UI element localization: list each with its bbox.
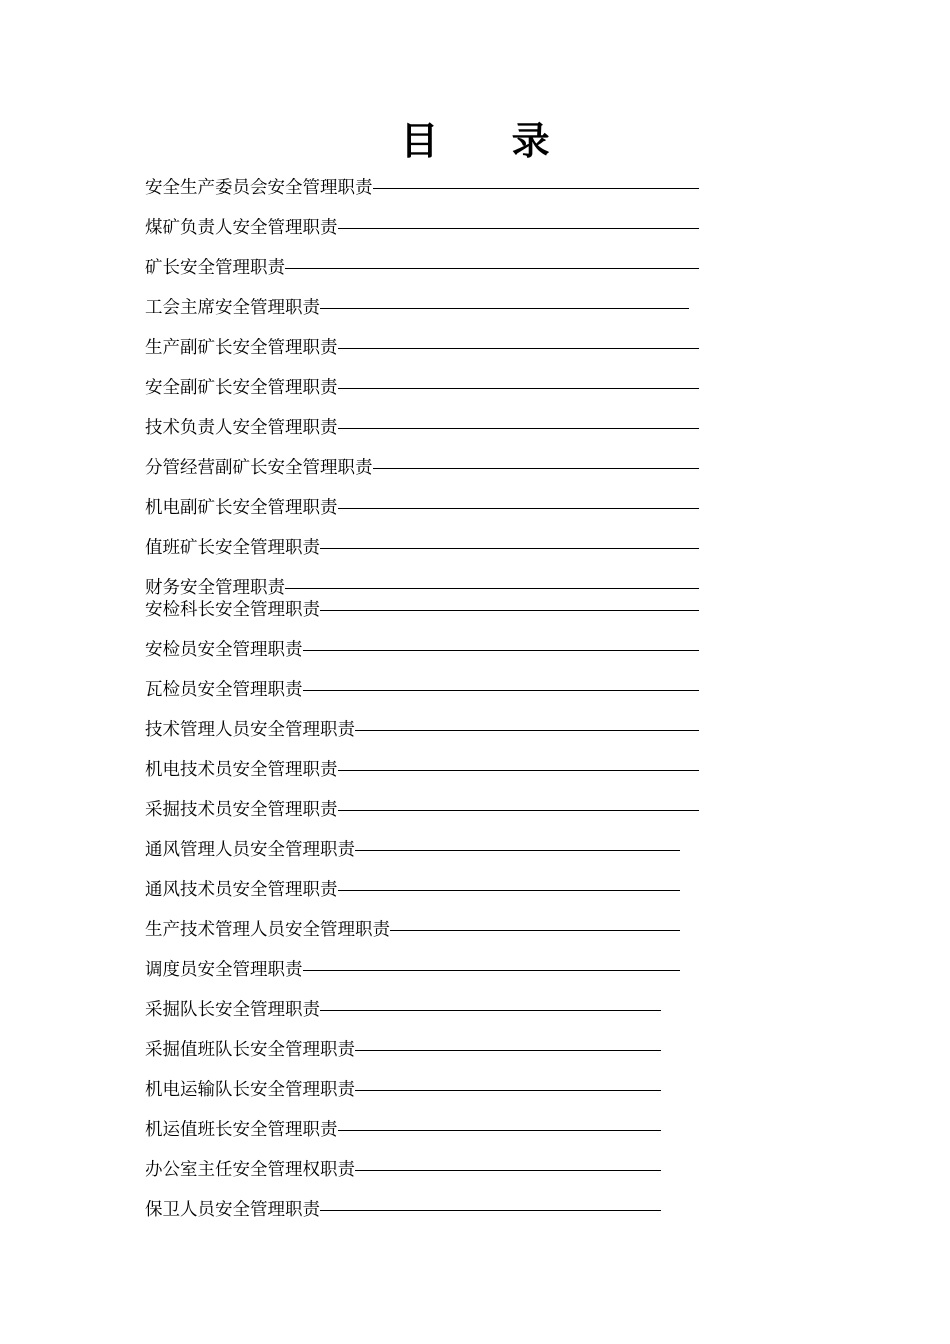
toc-leader-line: [338, 508, 700, 509]
toc-entry: [145, 878, 680, 902]
toc-entry: [145, 376, 699, 400]
toc-entry-label: 值班矿长安全管理职责: [145, 538, 320, 558]
toc-entry: [145, 1158, 661, 1182]
toc-entry-label: 调度员安全管理职责: [145, 960, 303, 980]
toc-leader-line: [320, 1210, 661, 1211]
toc-leader-line: [320, 308, 689, 309]
toc-leader-line: [285, 588, 699, 589]
toc-entry-label: 保卫人员安全管理职责: [145, 1200, 320, 1220]
toc-entry-label: 通风技术员安全管理职责: [145, 880, 338, 900]
toc-leader-line: [338, 428, 700, 429]
toc-entry-label: 安全副矿长安全管理职责: [145, 378, 338, 398]
toc-entry-label: 技术管理人员安全管理职责: [145, 720, 355, 740]
toc-leader-line: [355, 730, 699, 731]
toc-leader-line: [338, 1130, 662, 1131]
toc-entry: [145, 678, 699, 702]
toc-entry: [145, 958, 680, 982]
toc-leader-line: [338, 810, 700, 811]
toc-entry-label: 矿长安全管理职责: [145, 258, 285, 278]
toc-leader-line: [320, 548, 699, 549]
toc-entry: [145, 296, 689, 320]
toc-entry-label: 机电副矿长安全管理职责: [145, 498, 338, 518]
toc-entry: [145, 718, 699, 742]
toc-entry: [145, 416, 699, 440]
toc-leader-line: [285, 268, 699, 269]
toc-leader-line: [355, 1170, 661, 1171]
toc-leader-line: [303, 690, 700, 691]
toc-entry-label: 机电技术员安全管理职责: [145, 760, 338, 780]
page-title: 目 录: [400, 119, 580, 163]
toc-leader-line: [303, 650, 700, 651]
toc-entry: [145, 536, 699, 560]
toc-entry: [145, 598, 699, 622]
toc-entry: [145, 838, 680, 862]
toc-entry: [145, 918, 680, 942]
toc-leader-line: [338, 890, 681, 891]
toc-leader-line: [338, 228, 700, 229]
toc-entry: [145, 1118, 661, 1142]
toc-entry-label: 分管经营副矿长安全管理职责: [145, 458, 373, 478]
toc-leader-line: [390, 930, 680, 931]
toc-entry-label: 通风管理人员安全管理职责: [145, 840, 355, 860]
toc-entry: [145, 998, 661, 1022]
toc-entry-label: 安检员安全管理职责: [145, 640, 303, 660]
toc-entry-label: 办公室主任安全管理权职责: [145, 1160, 355, 1180]
toc-entry-label: 瓦检员安全管理职责: [145, 680, 303, 700]
toc-entry: [145, 336, 699, 360]
toc-entry: [145, 1198, 661, 1222]
toc-entry: [145, 576, 699, 600]
toc-entry: [145, 638, 699, 662]
toc-leader-line: [338, 388, 700, 389]
toc-entry: [145, 496, 699, 520]
toc-entry: [145, 1038, 661, 1062]
toc-leader-line: [355, 1090, 661, 1091]
toc-leader-line: [320, 1010, 661, 1011]
toc-entry-label: 采掘技术员安全管理职责: [145, 800, 338, 820]
toc-entry: [145, 456, 699, 480]
toc-entry-label: 机运值班长安全管理职责: [145, 1120, 338, 1140]
toc-leader-line: [338, 348, 700, 349]
toc-leader-line: [338, 770, 700, 771]
toc-entry-label: 机电运输队长安全管理职责: [145, 1080, 355, 1100]
toc-entry: [145, 216, 699, 240]
toc-entry: [145, 1078, 661, 1102]
toc-entry: [145, 256, 699, 280]
toc-leader-line: [373, 468, 700, 469]
toc-leader-line: [303, 970, 681, 971]
toc-leader-line: [355, 850, 680, 851]
toc-entry: [145, 176, 699, 200]
toc-entry: [145, 758, 699, 782]
toc-leader-line: [320, 610, 699, 611]
toc-entry-label: 采掘队长安全管理职责: [145, 1000, 320, 1020]
toc-entry-label: 安全生产委员会安全管理职责: [145, 178, 373, 198]
toc-entry-label: 采掘值班队长安全管理职责: [145, 1040, 355, 1060]
toc-entry-label: 生产技术管理人员安全管理职责: [145, 920, 390, 940]
toc-leader-line: [355, 1050, 661, 1051]
toc-entry-label: 安检科长安全管理职责: [145, 600, 320, 620]
toc-entry-label: 财务安全管理职责: [145, 578, 285, 598]
toc-leader-line: [373, 188, 700, 189]
toc-entry-label: 煤矿负责人安全管理职责: [145, 218, 338, 238]
toc-entry: [145, 798, 699, 822]
toc-entry-label: 技术负责人安全管理职责: [145, 418, 338, 438]
toc-entry-label: 生产副矿长安全管理职责: [145, 338, 338, 358]
toc-entry-label: 工会主席安全管理职责: [145, 298, 320, 318]
